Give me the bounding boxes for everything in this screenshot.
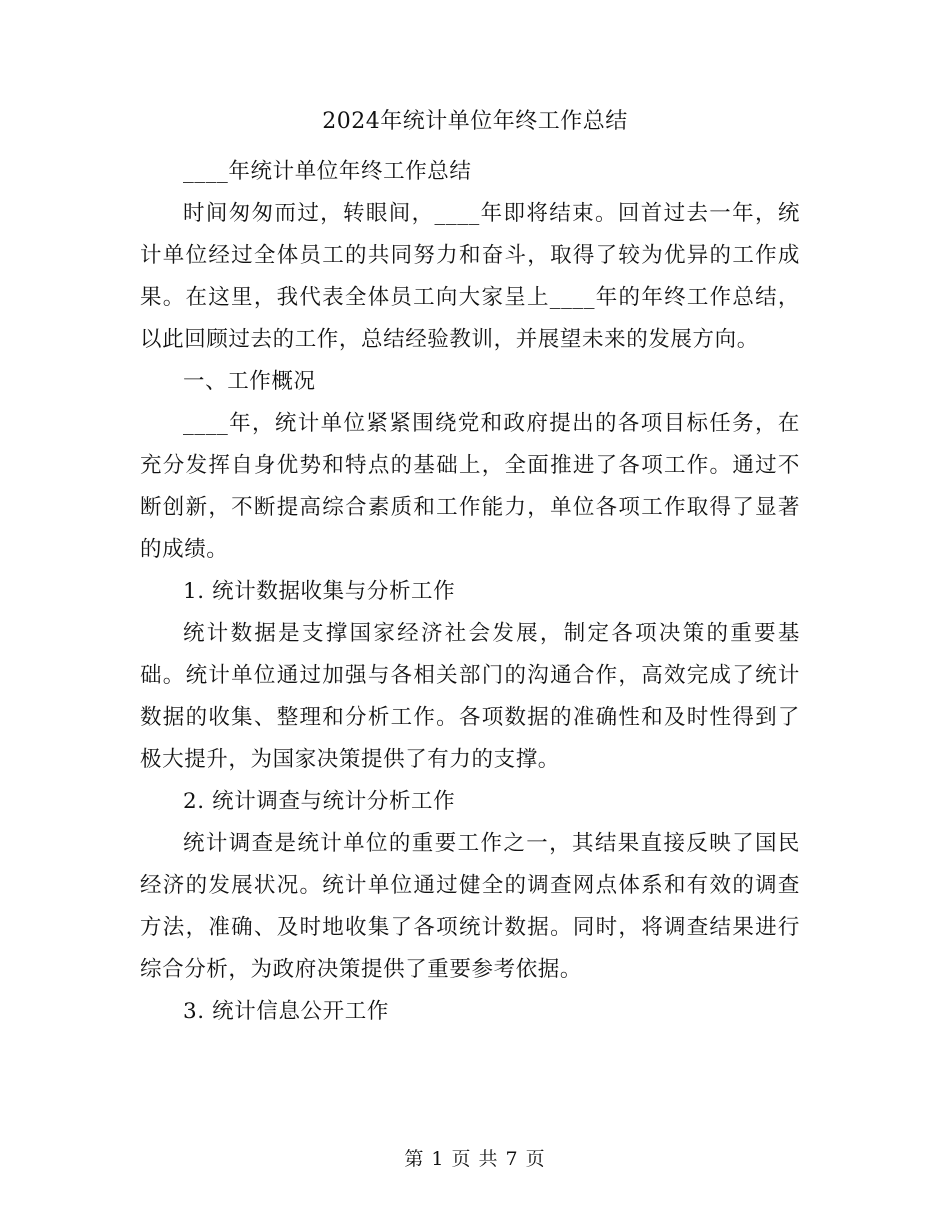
subsection-heading-info-disclosure: 3. 统计信息公开工作 [183, 999, 389, 1024]
document-title: 2024年统计单位年终工作总结 [322, 109, 628, 134]
data-collection-paragraph: 统计数据是支撑国家经济社会发展，制定各项决策的重要基础。统计单位通过加强与各相关部门的沟通合作，高效完成了统计数据的收集、整理和分析工作。各项数据的准确性和及时性得到了极大提升，为国家决策提供了有力的支撑。 [140, 621, 800, 772]
document-body [140, 151, 800, 1033]
overview-paragraph: ____年，统计单位紧紧围绕党和政府提出的各项目标任务，在充分发挥自身优势和特点的基础上，全面推进了各项工作。通过不断创新，不断提高综合素质和工作能力，单位各项工作取得了显著的成绩。 [140, 411, 800, 562]
subtitle-paragraph: ____年统计单位年终工作总结 [183, 159, 472, 184]
section-heading-overview: 一、工作概况 [183, 369, 316, 394]
page-number-footer: 第 1 页 共 7 页 [404, 1148, 546, 1170]
survey-analysis-paragraph: 统计调查是统计单位的重要工作之一，其结果直接反映了国民经济的发展状况。统计单位通过健全的调查网点体系和有效的调查方法，准确、及时地收集了各项统计数据。同时，将调查结果进行综合分析，为政府决策提供了重要参考依据。 [140, 831, 800, 982]
subsection-heading-survey-analysis: 2. 统计调查与统计分析工作 [183, 789, 456, 814]
intro-paragraph: 时间匆匆而过，转眼间，____年即将结束。回首过去一年，统计单位经过全体员工的共同努力和奋斗，取得了较为优异的工作成果。在这里，我代表全体员工向大家呈上____年的年终工作总结，以此回顾过去的工作，总结经验教训，并展望未来的发展方向。 [140, 201, 800, 352]
subsection-heading-data-collection: 1. 统计数据收集与分析工作 [183, 579, 456, 604]
